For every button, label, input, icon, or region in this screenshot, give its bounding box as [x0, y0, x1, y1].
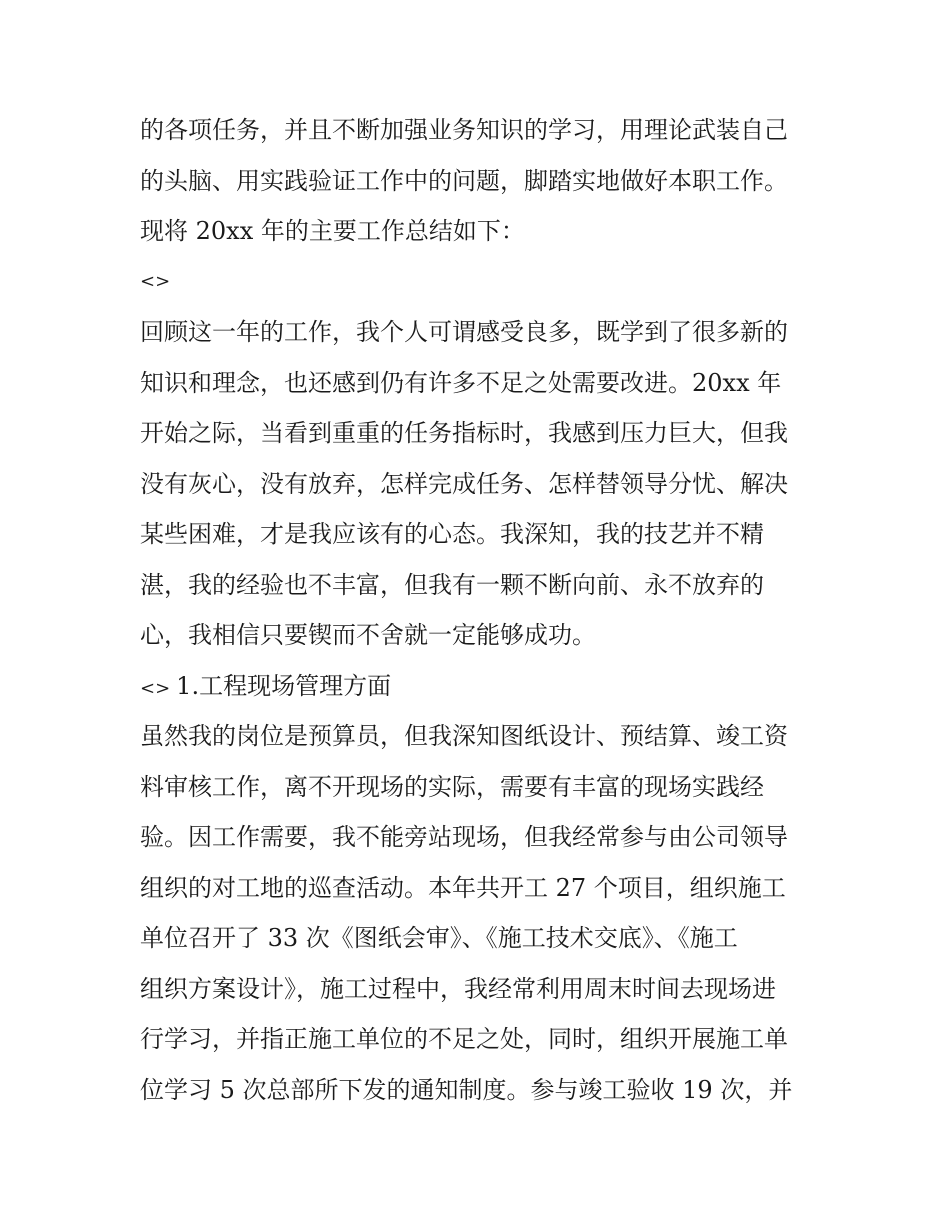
section-heading-text: 1.工程现场管理方面	[176, 671, 392, 700]
text-line: 心，我相信只要锲而不舍就一定能够成功。	[140, 621, 596, 649]
text-line: 知识和理念，也还感到仍有许多不足之处需要改进。20xx 年	[140, 368, 782, 397]
text-line: 验。因工作需要，我不能旁站现场，但我经常参与由公司领导	[140, 823, 788, 851]
text-line: 组织的对工地的巡查活动。本年共开工 27 个项目，组织施工	[140, 873, 786, 902]
text-line: 的各项任务，并且不断加强业务知识的学习，用理论武装自己	[140, 116, 788, 144]
text-line: 的头脑、用实践验证工作中的问题，脚踏实地做好本职工作。	[140, 166, 788, 195]
text-line: 没有灰心，没有放弃，怎样完成任务、怎样替领导分忧、解决	[140, 469, 788, 498]
section-heading	[140, 661, 820, 712]
text-line: 料审核工作，离不开现场的实际，需要有丰富的现场实践经	[140, 772, 764, 801]
text-line: 开始之际，当看到重重的任务指标时，我感到压力巨大，但我	[140, 419, 788, 447]
document-body	[140, 105, 820, 1115]
text-line: 位学习 5 次总部所下发的通知制度。参与竣工验收 19 次，并	[140, 1075, 793, 1104]
text-line: 行学习，并指正施工单位的不足之处，同时，组织开展施工单	[140, 1025, 788, 1053]
text-line: 现将 20xx 年的主要工作总结如下：	[140, 217, 525, 245]
text-line: 回顾这一年的工作，我个人可谓感受良多，既学到了很多新的	[140, 318, 788, 346]
text-line: 湛，我的经验也不丰富，但我有一颗不断向前、永不放弃的	[140, 570, 764, 599]
section-marker: <>	[140, 677, 171, 699]
text-line: 某些困难，才是我应该有的心态。我深知，我的技艺并不精	[140, 520, 764, 548]
text-line: 组织方案设计》，施工过程中，我经常利用周末时间去现场进	[140, 974, 776, 1003]
text-line: 单位召开了 33 次《图纸会审》、《施工技术交底》、《施工	[140, 924, 738, 952]
text-line: 虽然我的岗位是预算员，但我深知图纸设计、预结算、竣工资	[140, 722, 788, 750]
section-marker: <>	[140, 270, 171, 292]
